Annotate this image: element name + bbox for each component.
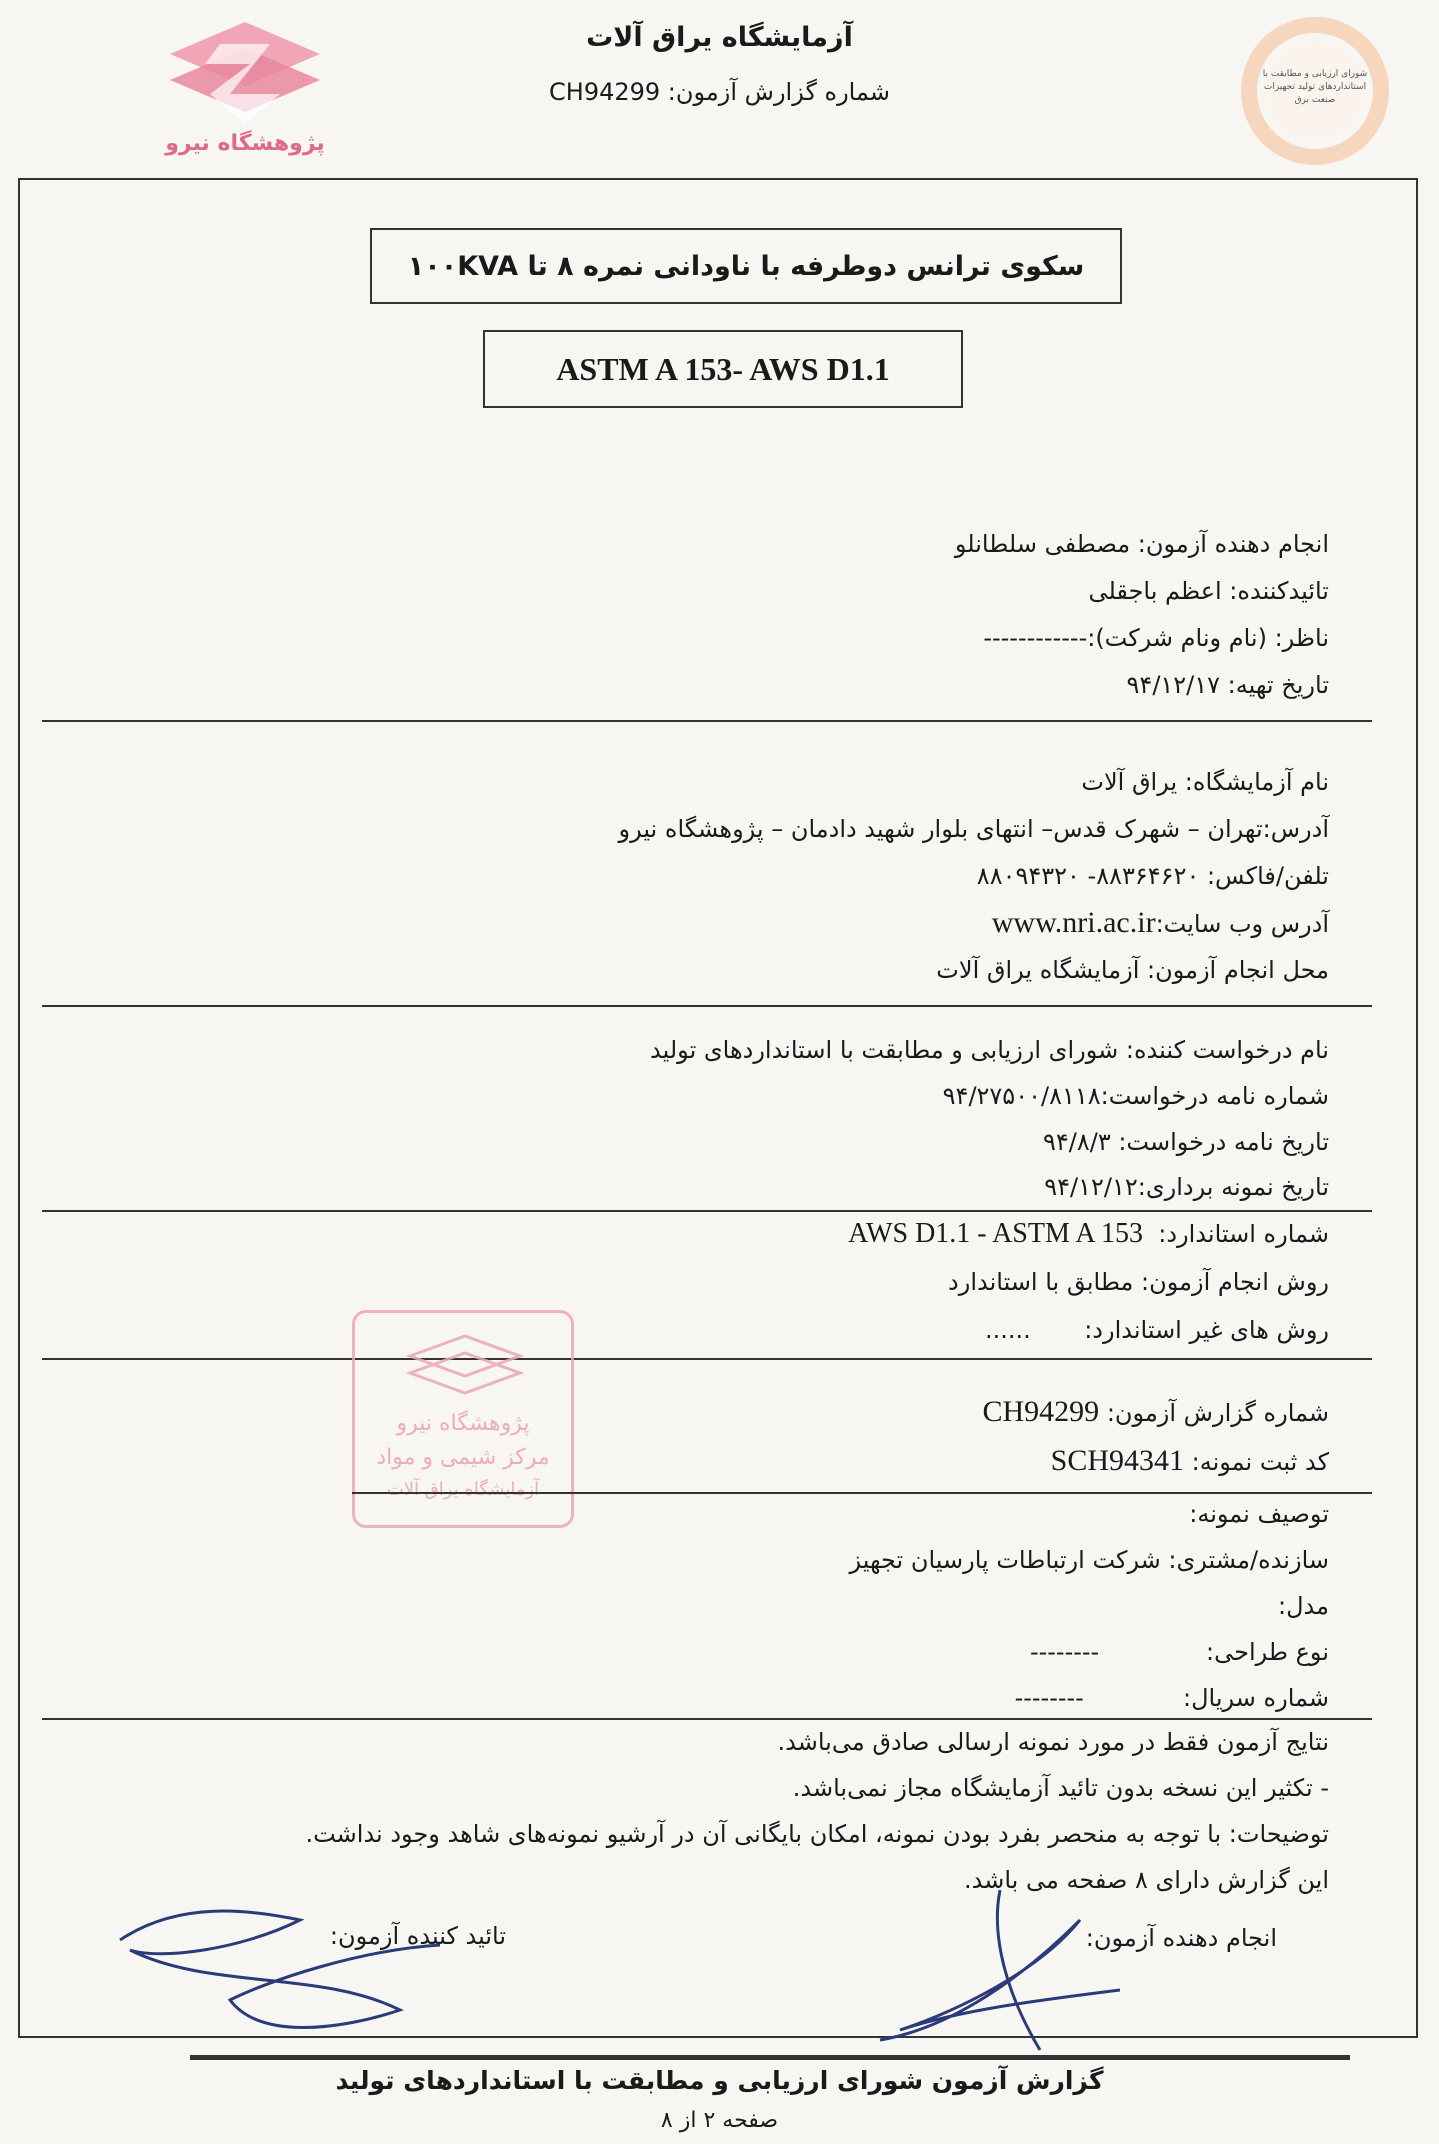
sample-code-line (1051, 1444, 1329, 1478)
product-title-box (370, 228, 1122, 304)
design-type-label: نوع طراحی: (1206, 1638, 1329, 1666)
tester-signature (840, 1880, 1160, 2070)
report-number-line (983, 1395, 1330, 1429)
tester-signature-label: انجام دهنده آزمون: (1085, 1924, 1277, 1952)
letter-date-line: تاریخ نامه درخواست: ۹۴/۸/۳ (1042, 1128, 1329, 1156)
serial-value: -------- (1014, 1684, 1084, 1712)
tester-line: انجام دهنده آزمون: مصطفی سلطانلو (954, 530, 1329, 558)
nonstandard-line (985, 1316, 1329, 1344)
standard-value: AWS D1.1 - ASTM A 153 (848, 1218, 1143, 1249)
lab-location-line: محل انجام آزمون: آزمایشگاه یراق آلات (936, 956, 1329, 984)
approver-signature-label: تائید کننده آزمون: (329, 1922, 506, 1950)
sample-code-label: کد ثبت نمونه: (1191, 1448, 1329, 1476)
note-line-3: توضیحات: با توجه به منحصر بفرد بودن نمونه، امکان بایگانی آن در آرشیو نمونه‌های شاهد وجود نداشت. (305, 1820, 1329, 1848)
council-logo (1240, 16, 1390, 166)
approver-line: تائیدکننده: اعظم باجقلی (1088, 577, 1329, 605)
standard-title: ASTM A 153- AWS D1.1 (556, 350, 890, 387)
separator (42, 1358, 1372, 1360)
product-title: سکوی ترانس دوطرفه با ناودانی نمره ۸ تا ۱۰۰KVA (407, 250, 1085, 282)
footer-title: گزارش آزمون شورای ارزیابی و مطابقت با استانداردهای تولید (335, 2066, 1104, 2095)
report-number-value: CH94299 (982, 1395, 1100, 1428)
design-type-value: -------- (1029, 1638, 1100, 1666)
nonstandard-label: روش های غیر استاندارد: (1084, 1316, 1329, 1344)
separator (42, 1005, 1372, 1007)
approver-signature (100, 1880, 520, 2060)
requester-line: نام درخواست کننده: شورای ارزیابی و مطابقت با استانداردهای تولید (650, 1036, 1329, 1064)
council-logo-text: شورای ارزیابی و مطابقت با استانداردهای تولید تجهیزات صنعت برق (1262, 69, 1368, 105)
prep-date-line: تاریخ تهیه: ۹۴/۱۲/۱۷ (1126, 671, 1329, 699)
page-number: صفحه ۲ از ۸ (660, 2108, 779, 2133)
standard-title-box (483, 330, 963, 408)
design-type-line (1030, 1638, 1329, 1666)
note-line-1: نتایج آزمون فقط در مورد نمونه ارسالی صادق می‌باشد. (777, 1728, 1329, 1756)
separator (352, 1492, 1372, 1494)
website-url: www.nri.ac.ir (991, 906, 1156, 939)
lab-stamp (352, 1310, 574, 1528)
report-number-label: شماره گزارش آزمون: (1106, 1399, 1329, 1427)
website-label: آدرس وب سایت: (1155, 910, 1329, 938)
stamp-line-2: مرکز شیمی و مواد (376, 1445, 550, 1470)
header-report-number: شماره گزارش آزمون: CH94299 (549, 78, 890, 106)
lab-title: آزمایشگاه یراق آلات (586, 22, 853, 53)
lab-website-line (992, 906, 1329, 940)
model-line: مدل: (1278, 1592, 1329, 1620)
lab-phone-line: تلفن/فاکس: ۸۸۳۶۴۶۲۰- ۸۸۰۹۴۳۲۰ (976, 862, 1329, 890)
maker-line: سازنده/مشتری: شرکت ارتباطات پارسیان تجهیز (849, 1546, 1329, 1574)
letter-number-line: شماره نامه درخواست:۹۴/۲۷۵۰۰/۸۱۱۸ (942, 1082, 1329, 1110)
standard-line (848, 1218, 1329, 1250)
sample-code-value: SCH94341 (1050, 1444, 1184, 1477)
observer-line: ناظر: (نام ونام شرکت):------------ (983, 624, 1329, 652)
separator (42, 1718, 1372, 1720)
nri-logo-text: پژوهشگاه نیرو (165, 131, 325, 156)
serial-line (1015, 1684, 1329, 1712)
stamp-line-1: پژوهشگاه نیرو (396, 1411, 530, 1436)
sampling-date-line: تاریخ نمونه برداری:۹۴/۱۲/۱۲ (1044, 1173, 1329, 1201)
note-line-2: - تکثیر این نسخه بدون تائید آزمایشگاه مجاز نمی‌باشد. (792, 1774, 1329, 1802)
stamp-logo-icon (400, 1331, 530, 1401)
separator (42, 720, 1372, 722)
sample-description-line: توصیف نمونه: (1189, 1500, 1329, 1528)
lab-name-line: نام آزمایشگاه: یراق آلات (1081, 768, 1329, 796)
method-line: روش انجام آزمون: مطابق با استاندارد (948, 1268, 1329, 1296)
nonstandard-value: ...... (985, 1316, 1031, 1344)
standard-label: شماره استاندارد: (1158, 1220, 1329, 1248)
stamp-line-3: آزمایشگاه یراق آلات (386, 1479, 540, 1500)
footer-rule (190, 2055, 1350, 2060)
separator (42, 1210, 1372, 1212)
note-line-4: این گزارش دارای ۸ صفحه می باشد. (964, 1866, 1329, 1894)
lab-address-line: آدرس:تهران – شهرک قدس– انتهای بلوار شهید دادمان – پژوهشگاه نیرو (618, 815, 1329, 843)
serial-label: شماره سریال: (1183, 1684, 1329, 1712)
